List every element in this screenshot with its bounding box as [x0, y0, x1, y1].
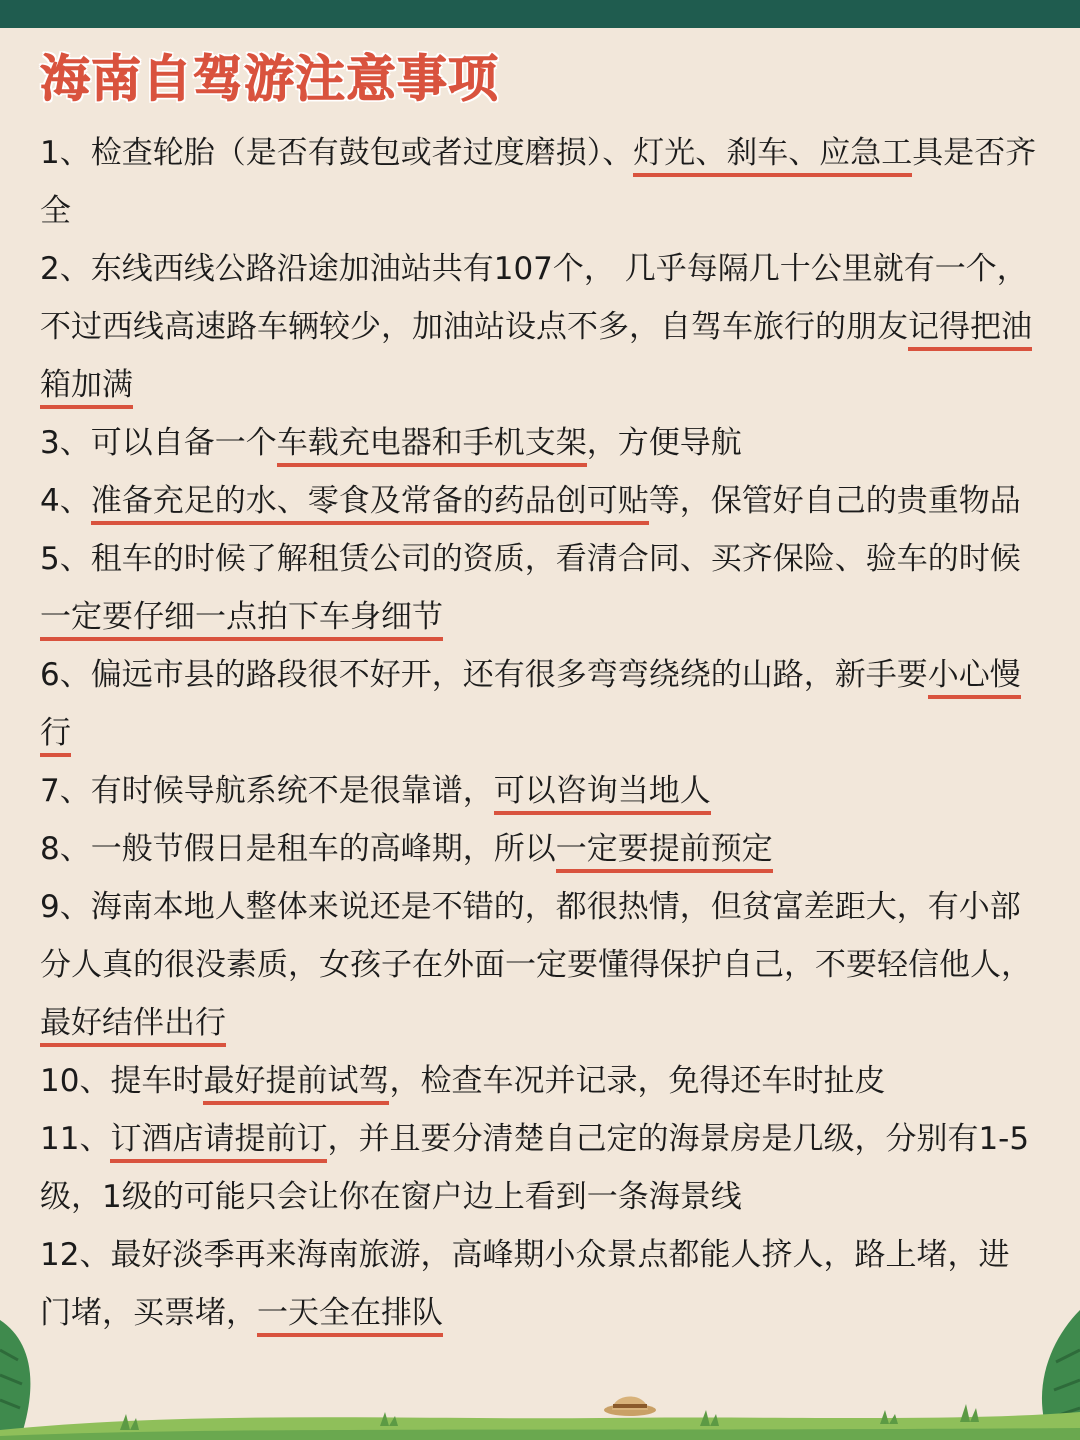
- tip-text: 10、提车时: [40, 1063, 204, 1099]
- tip-highlight: 订酒店请提前订: [110, 1121, 327, 1163]
- tip-item: [40, 240, 1040, 414]
- tip-highlight: 小心慢行: [40, 657, 1021, 757]
- tip-text: 11、: [40, 1121, 111, 1157]
- tip-highlight: 一天全在排队: [257, 1295, 443, 1337]
- tip-text: 6、偏远市县的路段很不好开，还有很多弯弯绕绕的山路，新手要: [40, 657, 928, 693]
- tip-item: [40, 646, 1040, 762]
- tip-highlight: 一定要提前预定: [556, 831, 773, 873]
- tip-item: [40, 762, 1040, 820]
- tip-item: [40, 124, 1040, 240]
- tip-item: [40, 530, 1040, 646]
- tip-item: [40, 820, 1040, 878]
- tip-text-after: 等，保管好自己的贵重物品: [648, 483, 1021, 519]
- tip-highlight: 灯光、刹车、应急工: [633, 135, 912, 177]
- tip-highlight: 准备充足的水、零食及常备的药品创可贴: [91, 483, 649, 525]
- tip-text: 8、一般节假日是租车的高峰期，所以: [40, 831, 556, 867]
- tip-highlight: 最好提前试驾: [203, 1063, 389, 1105]
- tip-text: 9、海南本地人整体来说还是不错的，都很热情，但贫富差距大，有小部分人真的很没素质，女孩子在外面一定要懂得保护自己，不要轻信他人，: [40, 889, 1032, 983]
- tip-highlight: 最好结伴出行: [40, 1005, 226, 1047]
- tip-highlight: 车载充电器和手机支架: [277, 425, 587, 467]
- tip-item: [40, 878, 1040, 1052]
- tip-text: 7、有时候导航系统不是很靠谱，: [40, 773, 494, 809]
- top-banner-bar: [0, 0, 1080, 28]
- tip-text: 3、可以自备一个: [40, 425, 277, 461]
- palm-leaf-left-icon: [0, 1320, 30, 1440]
- tip-item: [40, 414, 1040, 472]
- tip-highlight: 一定要仔细一点拍下车身细节: [40, 599, 443, 641]
- tip-item: [40, 1226, 1040, 1342]
- tip-text-after: ，并且要分清楚自己定的海景房是几级，分别有1-5级，1级的可能只会让你在窗户边上看到一条海景线: [40, 1121, 1030, 1215]
- tip-highlight: 记得把油箱加满: [40, 309, 1032, 409]
- tip-item: [40, 1052, 1040, 1110]
- page-title: 海南自驾游注意事项: [40, 50, 499, 108]
- tip-text: 1、检查轮胎（是否有鼓包或者过度磨损）、: [40, 135, 634, 171]
- straw-hat-icon: [604, 1397, 656, 1417]
- tip-text: 5、租车的时候了解租赁公司的资质，看清合同、买齐保险、验车的时候: [40, 541, 1021, 577]
- tip-text: 4、: [40, 483, 91, 519]
- tip-text-after: ，方便导航: [586, 425, 742, 461]
- palm-leaf-right-icon: [1042, 1310, 1080, 1440]
- tip-text-after: 具是否齐全: [40, 135, 1037, 229]
- tip-text: 2、东线西线公路沿途加油站共有107个， 几乎每隔几十公里就有一个，不过西线高速路车辆较少，加油站设点不多，自驾车旅行的朋友: [40, 251, 1028, 345]
- tip-text-after: ，检查车况并记录，免得还车时扯皮: [389, 1063, 886, 1099]
- tip-item: [40, 1110, 1040, 1226]
- grass-tufts: [120, 1404, 979, 1430]
- tip-text: 12、最好淡季再来海南旅游，高峰期小众景点都能人挤人，路上堵，进门堵，买票堵，: [40, 1237, 1010, 1331]
- tip-item: [40, 472, 1040, 530]
- tip-highlight: 可以咨询当地人: [494, 773, 711, 815]
- tips-list: [40, 124, 1040, 1342]
